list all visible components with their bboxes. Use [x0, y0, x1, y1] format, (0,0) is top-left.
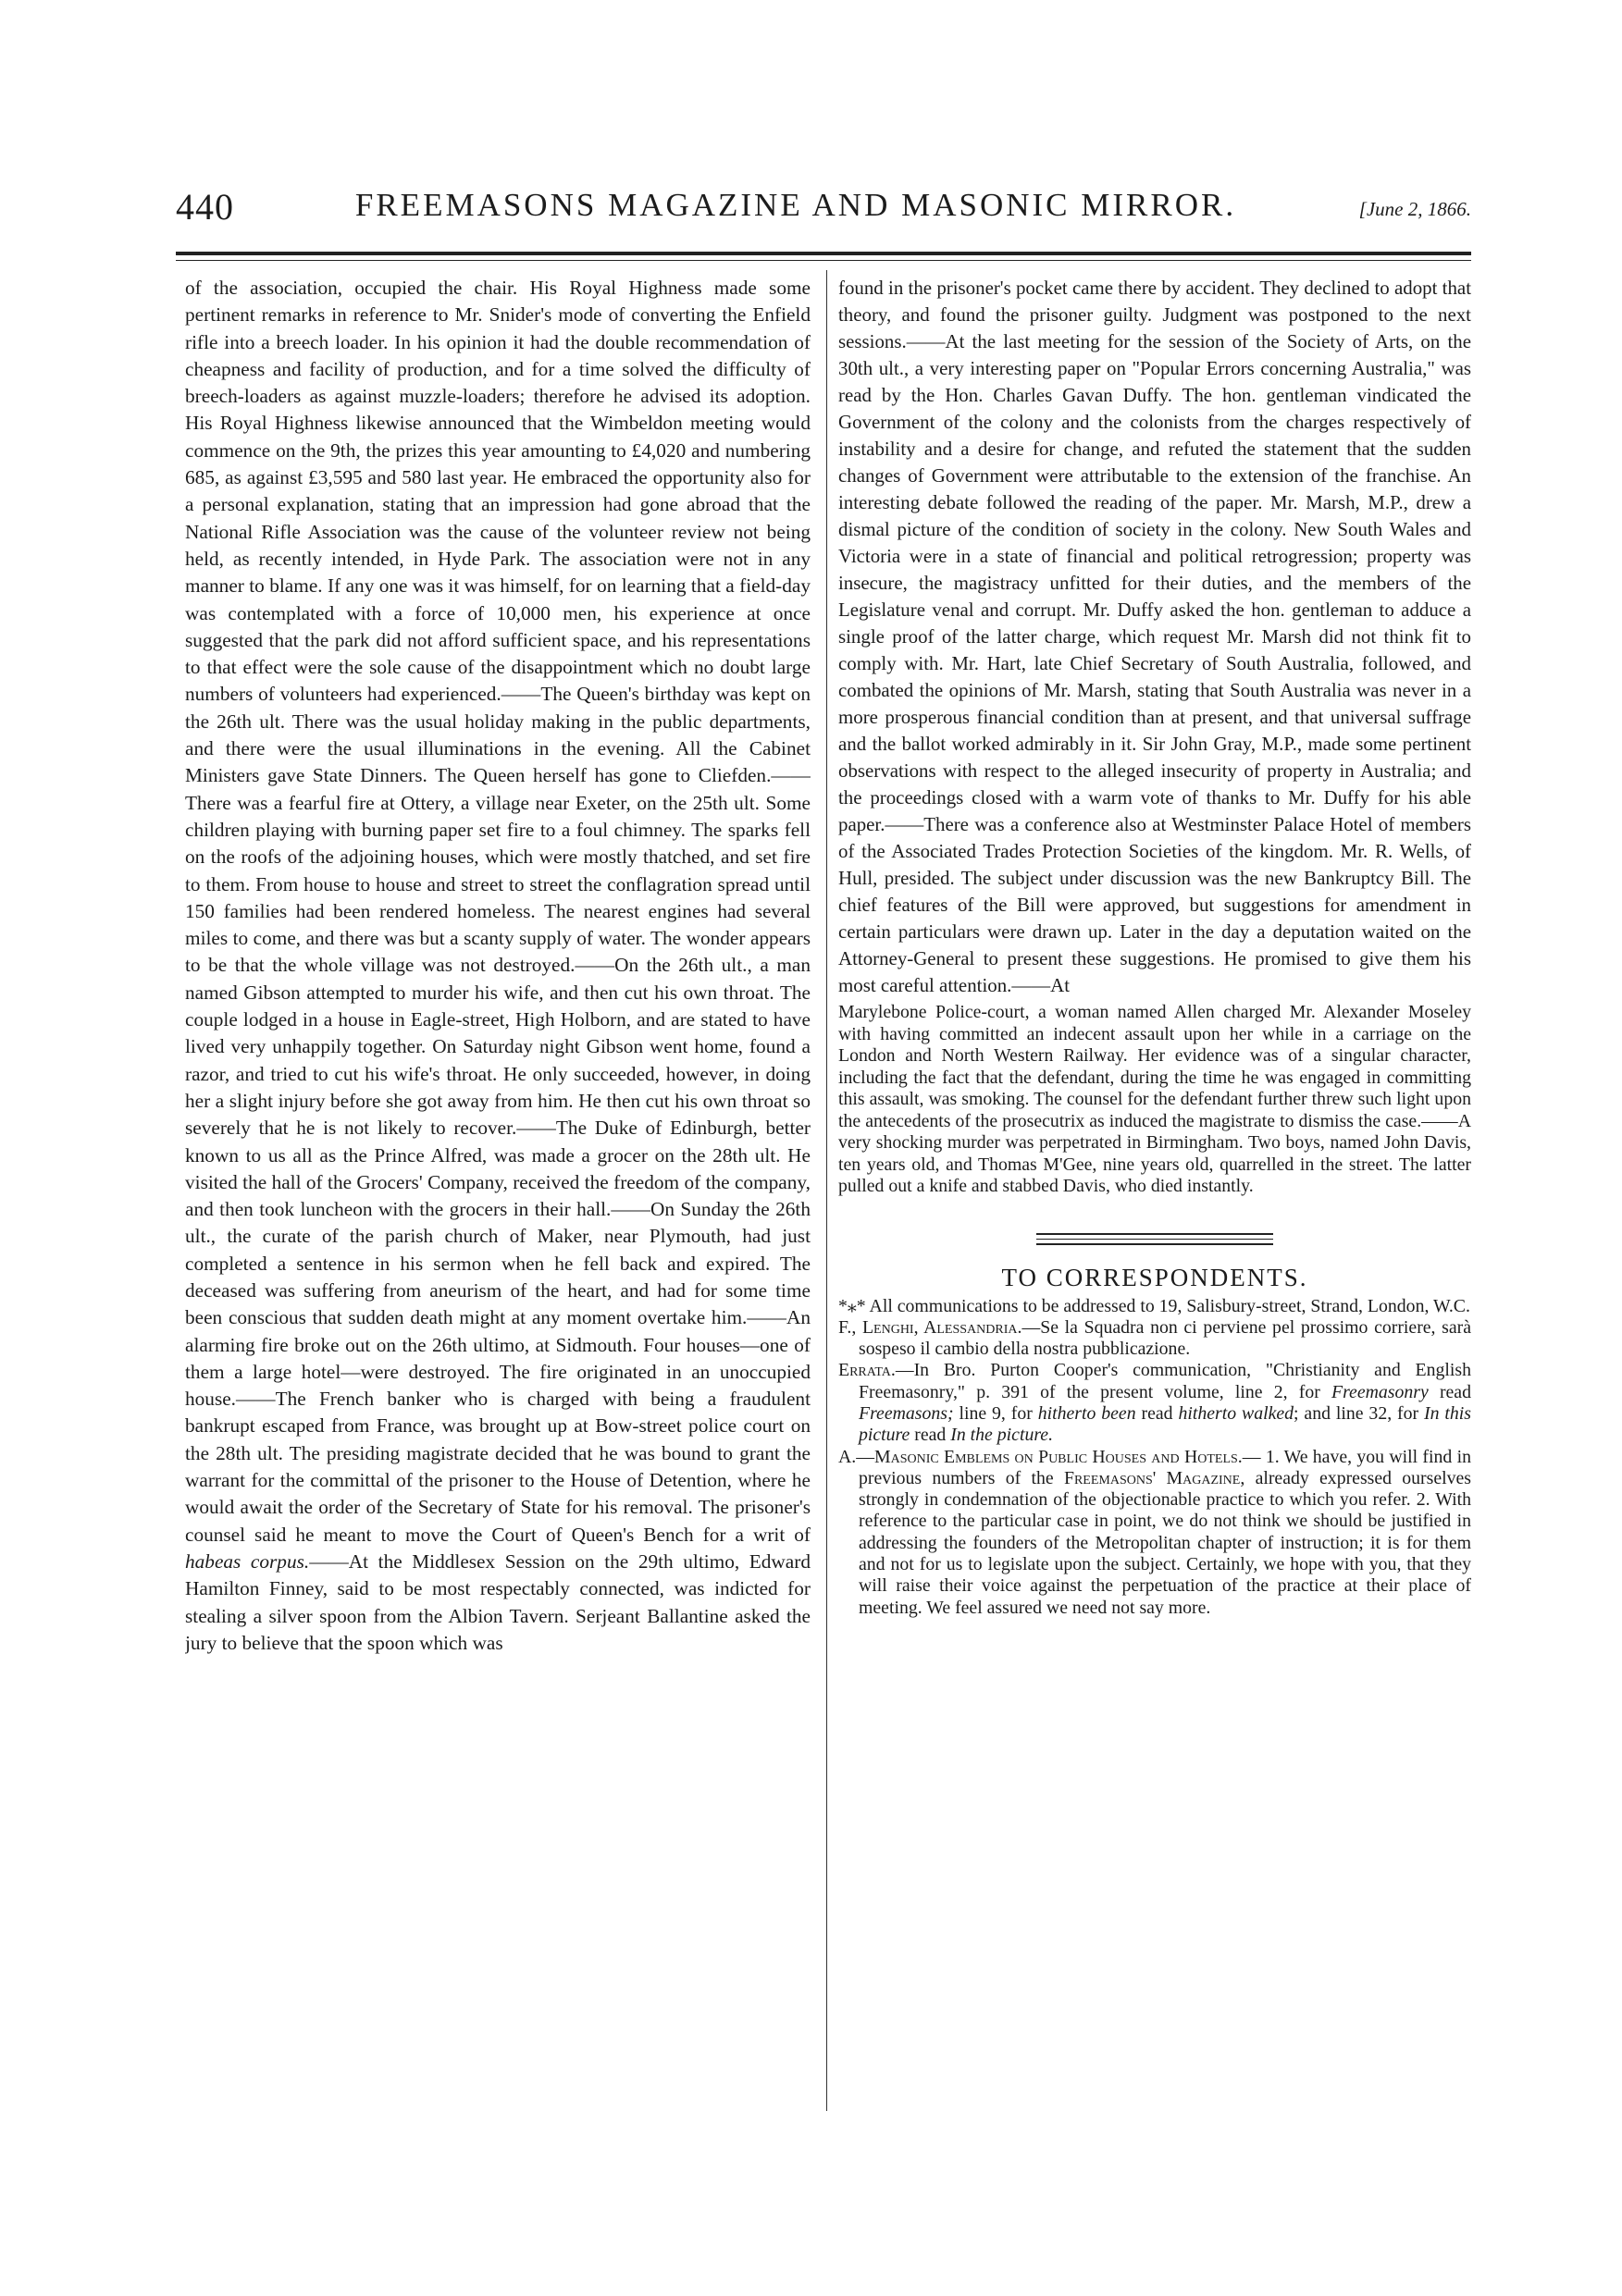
right-news-part-2: Marylebone Police-court, a woman named Allen charged Mr. Alexander Moseley with having committed an indecent assault upon her while in a carriage on the London and North Western Railway. Her evidence was of a singular character, including the fact that the defendant, during the time he was engaged in committing this assault, was smoking. The counsel for the defendant further threw such light upon the antecedents of the prosecutrix as induced the magistrate to dismiss the case.——A very shocking murder was perpetrated in Birmingham. Two boys, named John Davis, ten years old, and Thomas M'Gee, nine years old, quarrelled in the street. The latter pulled out a knife and stabbed Davis, who died instantly.: [838, 1002, 1471, 1196]
header-rule-thin: [176, 260, 1471, 261]
errata-entry: Errata.—In Bro. Purton Cooper's communication, "Christianity and English Freemasonry," p. 391 of the present volume, line 2, for Freemasonry read Freemasons; line 9, for hitherto been read hitherto walked; and line 32, for In this picture read In the picture.: [838, 1360, 1471, 1446]
correspondent-lenghi: [838, 1317, 1471, 1361]
page-number: 440: [176, 186, 234, 228]
column-divider: [826, 270, 827, 2111]
correspondents-heading: TO CORRESPONDENTS.: [1001, 1263, 1308, 1291]
emblems-entry: A.—Masonic Emblems on Public Houses and Hotels.— 1. We have, you will find in previous numbers of the Freemasons' Magazine, already expressed ourselves strongly in condemnation of the objectionable practice to which you refer. 2. With reference to the particular case in point, we do not think we should be justified in addressing the founders of the Metropolitan chapter of instruction; it is for them and not for us to legislate upon the subject. Certainly, we hope with you, that they will raise their voice against the perpetuation of the practice at their place of meeting. We feel assured we need not say more.: [838, 1446, 1471, 1618]
page-header: [176, 185, 1471, 241]
header-rule-thick: [176, 252, 1471, 255]
errata-label: Errata.: [838, 1360, 896, 1381]
lenghi-text: —Se la Squadra non ci perviene pel prossimo corriere, sarà sospeso il cambio della nostra pubblicazione.: [859, 1316, 1471, 1360]
left-news-text-after: ——At the Middlesex Session on the 29th ultimo, Edward Hamilton Finney, said to be most respectably connected, was indicted for stealing a silver spoon from the Albion Tavern. Serjeant Ballantine asked the jury to believe that the spoon which was: [185, 1549, 811, 1654]
issue-date: [June 2, 1866.: [1358, 198, 1471, 220]
left-news-text: of the association, occupied the chair. His Royal Highness made some pertinent remarks in reference to Mr. Snider's mode of converting the Enfield rifle into a breech loader. In his opinion it had the double recommendation of cheapness and facility of production, and for a time solved the difficulty of breech-loaders as against muzzle-loaders; therefore he advised its adoption. His Royal Highness likewise announced that the Wimbeldon meeting would commence on the 9th, the prizes this year amounting to £4,020 and numbering 685, as against £3,595 and 580 last year. He embraced the opportunity also for a personal explanation, stating that an impression had gone abroad that the National Rifle Association was the cause of the volunteer review not being held, as recently intended, in Hyde Park. The association were not in any manner to blame. If any one was it was himself, for on learning that a field-day was contemplated with a force of 10,000 men, his experience at once suggested that the park did not afford sufficient space, and his representations to that effect were the sole cause of the disappointment which no doubt large numbers of volunteers had experienced.——The Queen's birthday was kept on the 26th ult. There was the usual holiday making in the public departments, and there were the usual illuminations in the evening. All the Cabinet Ministers gave State Dinners. The Queen herself has gone to Cliefden.——There was a fearful fire at Ottery, a village near Exeter, on the 25th ult. Some children playing with burning paper set fire to a foul chimney. The sparks fell on the roofs of the adjoining houses, which were mostly thatched, and set fire to them. From house to house and street to street the conflagration spread until 150 families had been rendered homeless. The nearest engines had several miles to come, and there was but a scanty supply of water. The wonder appears to be that the whole village was not destroyed.——On the 26th ult., a man named Gibson attempted to murder his wife, and then cut his own throat. The couple lodged in a house in Eagle-street, High Holborn, and are stated to have lived very unhappily together. On Saturday night Gibson went home, found a razor, and tried to cut his wife's throat. He only succeeded, however, in doing her a slight injury before she got away from him. He then cut his own throat so severely that he is not likely to recover.——The Duke of Edinburgh, better known to us all as the Prince Alfred, was made a grocer on the 28th ult. He visited the hall of the Grocers' Company, received the freedom of the company, and then took luncheon with the grocers in their hall.——On Sunday the 26th ult., the curate of the parish church of Maker, near Plymouth, had just completed a sentence in his sermon when he fell back and expired. The deceased was suffering from aneurism of the heart, and had for some time been conscious that sudden death might at any moment overtake him.——An alarming fire broke out on the 26th ultimo, at Sidmouth. Four houses—one of them a large hotel—were destroyed. The fire originated in an unoccupied house.——The French banker who is charged with being a fraudulent bankrupt escaped from France, was brought up at Bow-street police court on the 28th ult. The presiding magistrate decided that he was bound to grant the warrant for the committal of the prisoner to the House of Detention, where he would await the order of the Secretary of State for his removal. The prisoner's counsel said he meant to move the Court of Queen's Bench for a writ of: [185, 277, 811, 1546]
correspondents-notice: *⁎* All communications to be addressed to 19, Salisbury-street, Strand, London, W.C.: [838, 1295, 1470, 1316]
emblems-label: A.—Masonic Emblems on Public Houses and Hotels.: [838, 1446, 1243, 1467]
left-column: [185, 275, 811, 2088]
masthead-title: FREEMASONS MAGAZINE AND MASONIC MIRROR.: [354, 187, 1237, 223]
section-divider: [1036, 1233, 1273, 1245]
left-column-text: [185, 275, 811, 1657]
left-news-italic: habeas corpus.: [185, 1549, 310, 1573]
right-column: [838, 275, 1471, 2088]
notice-asterism: *⁎*: [838, 1295, 866, 1316]
right-news-part-1: found in the prisoner's pocket came there by accident. They declined to adopt that theory, and found the prisoner guilty. Judgment was postponed to the next sessions.——At the last meeting for the session of the Society of Arts, on the 30th ult., a very interesting paper on "Popular Errors concerning Australia," was read by the Hon. Charles Gavan Duffy. The hon. gentleman vindicated the Government of the colony and the colonists from the charges respectively of instability and a desire for change, and refuted the statement that the sudden changes of Government were attributable to the extension of the franchise. An interesting debate followed the reading of the paper. Mr. Marsh, M.P., drew a dismal picture of the condition of society in the colony. New South Wales and Victoria were in a state of financial and political retrogression; property was insecure, the magistracy unfitted for their duties, and the members of the Legislature venal and corrupt. Mr. Duffy asked the hon. gentleman to adduce a single proof of the latter charge, which request Mr. Marsh did not think fit to comply with. Mr. Hart, late Chief Secretary of South Australia, followed, and combated the opinions of Mr. Marsh, stating that South Australia was never in a more prosperous financial condition than at present, and that universal suffrage and the ballot worked admirably in it. Sir John Gray, M.P., made some pertinent observations with respect to the alleged insecurity of property in Australia; and the proceedings closed with a warm vote of thanks to Mr. Duffy for his able paper.——There was a conference also at Westminster Palace Hotel of members of the Associated Trades Protection Societies of the kingdom. Mr. R. Wells, of Hull, presided. The subject under discussion was the new Bankruptcy Bill. The chief features of the Bill were approved, but suggestions for amendment in certain particulars were drawn up. Later in the day a deputation waited on the Attorney-General to present these suggestions. He promised to give them his most careful attention.——At: [838, 277, 1471, 996]
lenghi-name: F., Lenghi, Alessandria.: [838, 1316, 1022, 1338]
